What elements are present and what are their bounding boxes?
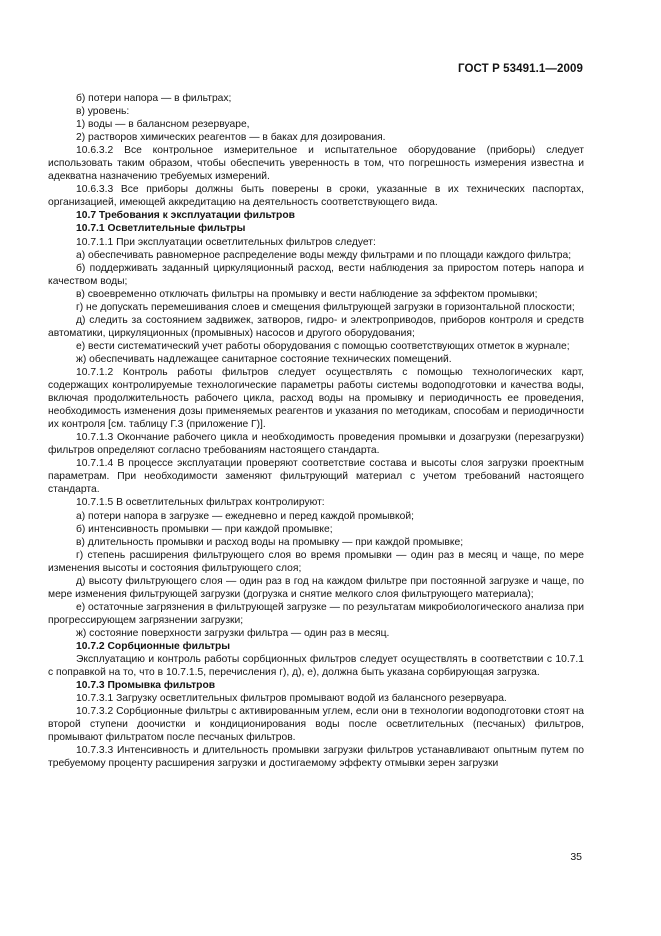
paragraph: г) степень расширения фильтрующего слоя во время промывки — один раз в месяц и чаще, по мере изменения высоты и состояния фильтрующего слоя;: [48, 549, 584, 574]
paragraph: а) обеспечивать равномерное распределение воды между фильтрами и по площади каждого фильтра;: [76, 249, 572, 261]
body-text: [48, 92, 584, 770]
paragraph: 10.7.3.2 Сорбционные фильтры с активированным углем, если они в технологии водоподготовки стоят на второй ступени доочистки и кондиционирования воды после осветлительных (песчаных) фильтров, промывают фильтратом после песчаных фильтров.: [48, 706, 584, 744]
paragraph: 10.7.3.1 Загрузку осветлительных фильтров промывают водой из балансного резервуара.: [76, 693, 507, 705]
paragraph: е) остаточные загрязнения в фильтрующей загрузке — по результатам микробиологического анализа при прогрессирующем загрязнении загрузки;: [48, 601, 584, 626]
paragraph: 2) растворов химических реагентов — в баках для дозирования.: [76, 132, 386, 144]
standard-header: ГОСТ Р 53491.1—2009: [458, 63, 583, 75]
paragraph: 10.7.1.5 В осветлительных фильтрах контролируют:: [76, 497, 325, 509]
paragraph: в) длительность промывки и расход воды на промывку — при каждой промывке;: [76, 536, 464, 548]
paragraph: ж) состояние поверхности загрузки фильтра — один раз в месяц.: [76, 627, 390, 639]
section-heading: 10.7.1 Осветлительные фильтры: [76, 223, 246, 235]
paragraph: 10.6.3.2 Все контрольное измерительное и испытательное оборудование (приборы) следует использовать таким образом, чтобы обеспечить уверенность в том, что погрешность измерения известна и адекватна назначению требуемых измерений.: [48, 145, 584, 183]
paragraph: е) вести систематический учет работы оборудования с помощью соответствующих отметок в журнале;: [76, 340, 570, 352]
paragraph: б) потери напора — в фильтрах;: [76, 93, 232, 104]
paragraph: 10.7.1.4 В процессе эксплуатации проверяют соответствие состава и высоты слоя загрузки проектным параметрам. При необходимости заменяют фильтрующий материал с учетом требований настоящего стандарта.: [48, 458, 584, 496]
paragraph: д) следить за состоянием задвижек, затворов, гидро- и электроприводов, приборов контроля и средств автоматики, циркуляционных (промывных) насосов и другого оборудования;: [48, 314, 584, 339]
paragraph: 10.6.3.3 Все приборы должны быть поверены в сроки, указанные в их технических паспортах, организацией, имеющей аккредитацию на деятельность соответствующего вида.: [48, 184, 584, 209]
page-number: 35: [570, 851, 582, 863]
paragraph: 10.7.3.3 Интенсивность и длительность промывки загрузки фильтров устанавливают опытным путем по требуемому проценту расширения загрузки и достигаемому эффекту отмывки зерен загрузки: [48, 745, 584, 770]
paragraph: 10.7.1.2 Контроль работы фильтров следует осуществлять с помощью технологических карт, содержащих контролируемые технологические параметры работы системы водоподготовки и качества воды, включая продолжительность рабочего цикла, расход воды на промывку и периодичность ее проведения, необходимость изменения дозы применяемых реагентов и указания по методикам, способам и периодичности их контроля [см. таблицу Г.3 (приложение Г)].: [48, 366, 584, 431]
paragraph: в) уровень:: [76, 106, 130, 118]
paragraph: Эксплуатацию и контроль работы сорбционных фильтров следует осуществлять в соответствии с 10.7.1 с поправкой на то, что в 10.7.1.5, перечисления г), д), е), должна быть указана сорбирующая загрузка.: [48, 654, 584, 679]
paragraph: ж) обеспечивать надлежащее санитарное состояние технических помещений.: [76, 353, 452, 365]
paragraph: 1) воды — в балансном резервуаре,: [76, 119, 250, 131]
paragraph: б) поддерживать заданный циркуляционный расход, вести наблюдения за приростом потерь напора и качеством воды;: [48, 262, 584, 287]
paragraph: 10.7.1.3 Окончание рабочего цикла и необходимость проведения промывки и дозагрузки (перезагрузки) фильтров определяют согласно требованиям настоящего стандарта.: [48, 432, 584, 457]
paragraph: б) интенсивность промывки — при каждой промывке;: [76, 523, 333, 535]
section-heading: 10.7.2 Сорбционные фильтры: [76, 640, 231, 652]
paragraph: в) своевременно отключать фильтры на промывку и вести наблюдение за эффектом промывки;: [76, 288, 538, 300]
section-heading: 10.7 Требования к эксплуатации фильтров: [76, 210, 295, 222]
paragraph: 10.7.1.1 При эксплуатации осветлительных фильтров следует:: [76, 236, 376, 248]
paragraph: д) высоту фильтрующего слоя — один раз в год на каждом фильтре при постоянной загрузке и чаще, по мере изменения фильтрующей загрузки (догрузка и снятие мелкого слоя фильтрующего материала);: [48, 575, 584, 600]
section-heading: 10.7.3 Промывка фильтров: [76, 680, 216, 692]
paragraph: г) не допускать перемешивания слоев и смещения фильтрующей загрузки в горизонтальной плоскости;: [76, 301, 575, 313]
paragraph: а) потери напора в загрузке — ежедневно и перед каждой промывкой;: [76, 510, 414, 522]
